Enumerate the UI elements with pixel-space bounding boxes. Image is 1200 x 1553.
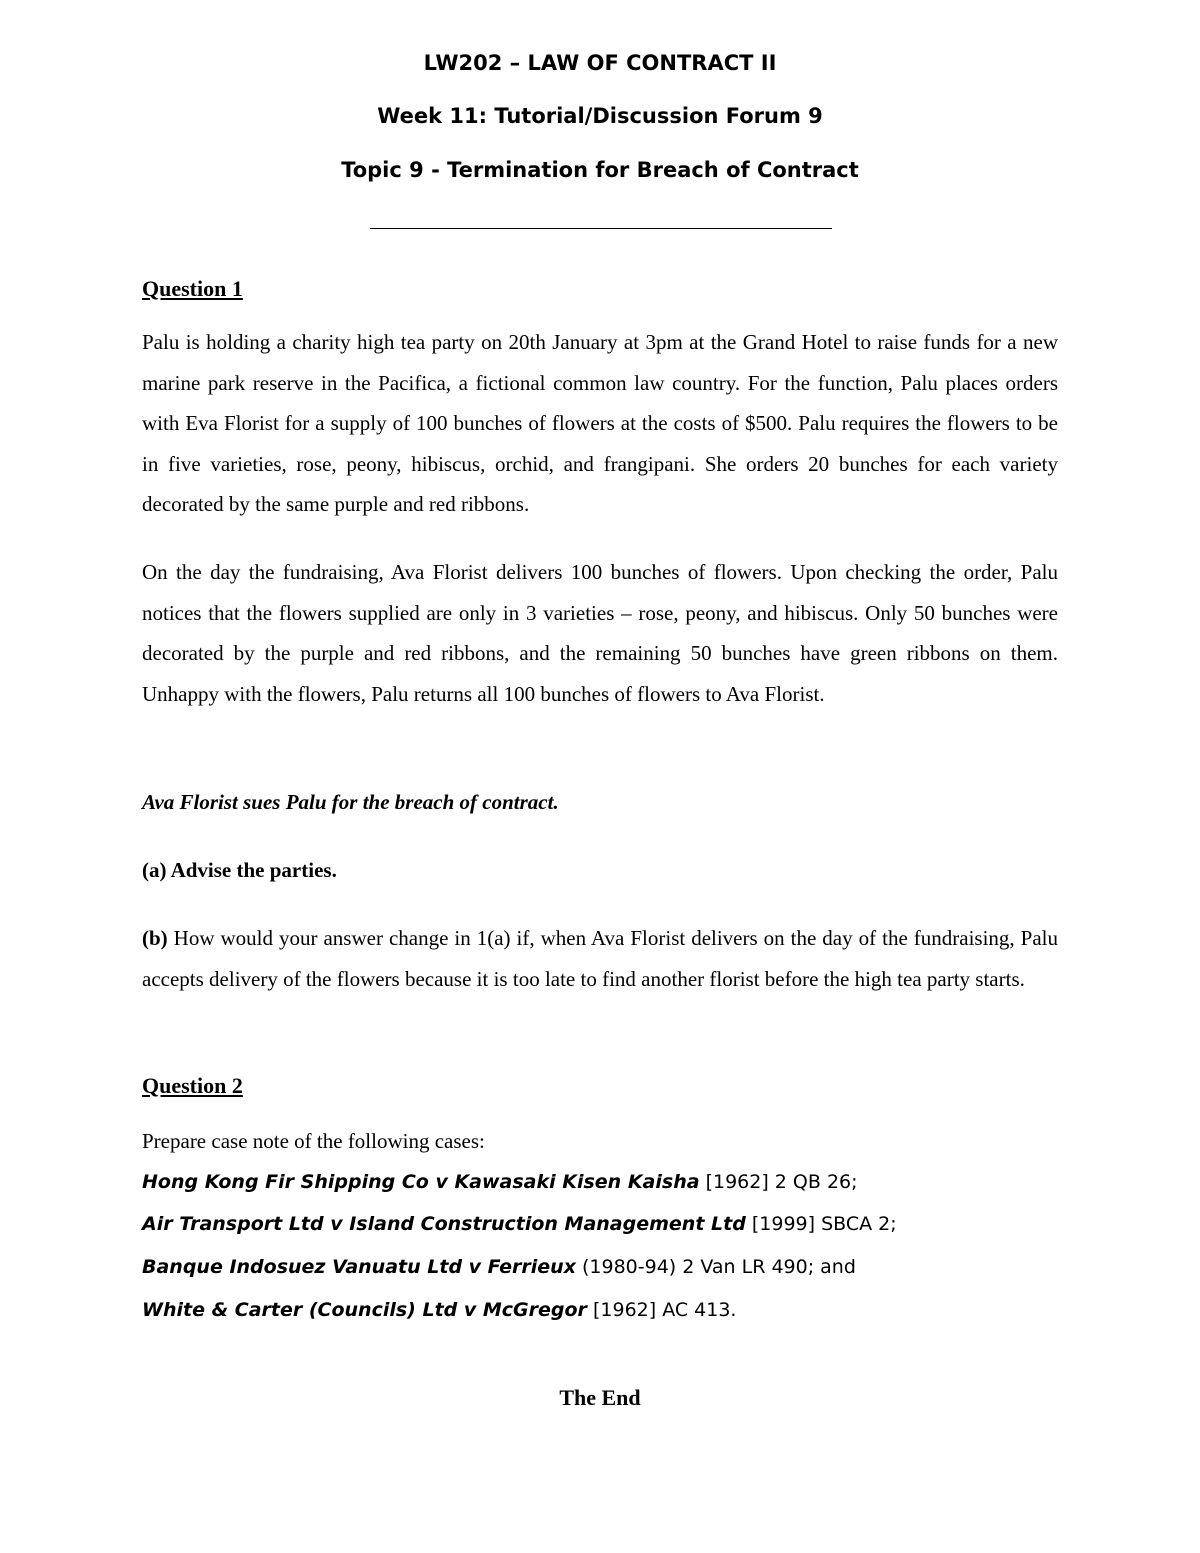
question1-part-b: [142, 918, 1058, 999]
case-name: Banque Indosuez Vanuatu Ltd v Ferrieux: [142, 1256, 576, 1278]
question2-intro: Prepare case note of the following cases:: [142, 1129, 485, 1153]
question1-claim: Ava Florist sues Palu for the breach of contract.: [142, 790, 559, 814]
case-name: Hong Kong Fir Shipping Co v Kawasaki Kisen Kaisha: [142, 1171, 700, 1193]
question2-heading: Question 2: [142, 1073, 243, 1098]
header-divider: [370, 228, 832, 229]
topic-title: Topic 9 - Termination for Breach of Contract: [341, 158, 859, 182]
course-title: LW202 – LAW OF CONTRACT II: [423, 51, 777, 75]
question1-heading: Question 1: [142, 276, 243, 301]
question1-part-a: (a) Advise the parties.: [142, 858, 337, 882]
case-item: [142, 1296, 736, 1324]
case-item: [142, 1210, 897, 1238]
case-item: [142, 1168, 858, 1196]
question1-paragraph-2: On the day the fundraising, Ava Florist delivers 100 bunches of flowers. Upon checking the order, Palu notices that the flowers supplied are only in 3 varieties – rose, peony, and hibiscus. Only 50 bunches were decorated by the purple and red ribbons, and the remaining 50 bunches have green ribbons on them. Unhappy with the flowers, Palu returns all 100 bunches of flowers to Ava Florist.: [142, 560, 1058, 706]
case-citation: [1999] SBCA 2;: [745, 1213, 897, 1235]
case-citation: [1962] 2 QB 26;: [699, 1171, 858, 1193]
question1-paragraph-1: Palu is holding a charity high tea party on 20th January at 3pm at the Grand Hotel to raise funds for a new marine park reserve in the Pacifica, a fictional common law country. For the function, Palu places orders with Eva Florist for a supply of 100 bunches of flowers at the costs of $500. Palu requires the flowers to be in five varieties, rose, peony, hibiscus, orchid, and frangipani. She orders 20 bunches for each variety decorated by the same purple and red ribbons.: [142, 330, 1058, 516]
case-item: [142, 1253, 856, 1281]
end-marker: The End: [559, 1385, 641, 1410]
case-citation: (1980-94) 2 Van LR 490; and: [575, 1256, 856, 1278]
case-name: Air Transport Ltd v Island Construction Management Ltd: [142, 1213, 746, 1235]
part-b-text: How would your answer change in 1(a) if, when Ava Florist delivers on the day of the fundraising, Palu accepts delivery of the flowers because it is too late to find another florist before the high tea party starts.: [142, 926, 1058, 991]
case-citation: [1962] AC 413.: [586, 1299, 737, 1321]
week-title: Week 11: Tutorial/Discussion Forum 9: [377, 104, 823, 128]
case-name: White & Carter (Councils) Ltd v McGregor: [142, 1299, 587, 1321]
part-b-label: (b): [142, 926, 168, 950]
